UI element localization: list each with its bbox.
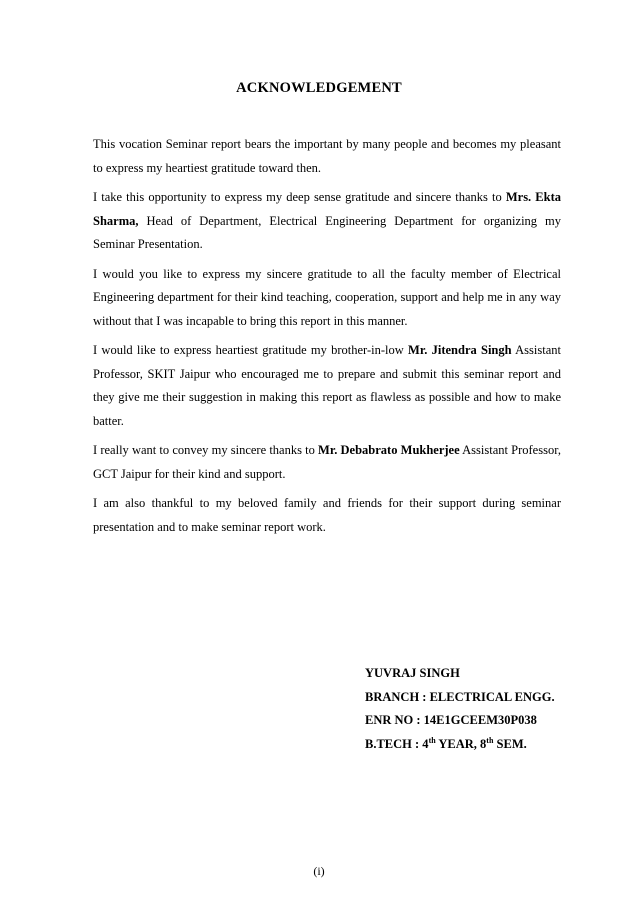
paragraph-4-text-after: Assistant Professor, SKIT Jaipur who encouraged me to prepare and submit this seminar report and they give me their suggestion in making this report as flawless as possible and how to make batter. xyxy=(93,343,561,428)
year-label: YEAR, 8 xyxy=(435,736,487,751)
semester-ordinal-suffix: th xyxy=(486,735,494,745)
person-name-ekta-sharma: Mrs. Ekta Sharma, xyxy=(93,190,561,228)
year-ordinal-suffix: th xyxy=(428,735,436,745)
paragraph-5 xyxy=(93,439,561,486)
person-name-debabrato-mukherjee: Mr. Debabrato Mukherjee xyxy=(318,443,460,457)
paragraph-2-text-before: I take this opportunity to express my deep sense gratitude and sincere thanks to xyxy=(93,190,506,204)
page-title: ACKNOWLEDGEMENT xyxy=(236,80,402,96)
paragraph-3: I would you like to express my sincere gratitude to all the faculty member of Electrical Engineering department for their kind teaching, cooperation, support and help me in any way without that I was incapable to bring this report in this manner. xyxy=(93,266,561,328)
signature-block xyxy=(365,662,605,756)
signature-branch: BRANCH : ELECTRICAL ENGG. xyxy=(365,689,555,704)
paragraph-4-text-before: I would like to express heartiest gratitude my brother-in-low xyxy=(93,343,409,357)
signature-course-year xyxy=(365,733,605,757)
semester-label: SEM. xyxy=(493,736,527,751)
course-year-prefix: B.TECH : 4 xyxy=(365,736,429,751)
acknowledgement-body xyxy=(93,133,561,545)
paragraph-1: This vocation Seminar report bears the important by many people and becomes my pleasant to express my heartiest gratitude toward then. xyxy=(93,137,561,175)
paragraph-2 xyxy=(93,186,561,257)
paragraph-5-text-after: Assistant Professor, GCT Jaipur for their kind and support. xyxy=(93,443,561,481)
paragraph-6: I am also thankful to my beloved family and friends for their support during seminar presentation and to make seminar report work. xyxy=(93,496,561,534)
paragraph-5-text-before: I really want to convey my sincere thanks to xyxy=(93,443,319,457)
paragraph-2-text-after: Head of Department, Electrical Engineering Department for organizing my Seminar Presentation. xyxy=(93,213,561,251)
signature-name: YUVRAJ SINGH xyxy=(365,666,460,680)
page-number: (i) xyxy=(313,864,325,878)
signature-enrollment: ENR NO : 14E1GCEEM30P038 xyxy=(365,713,537,727)
paragraph-4 xyxy=(93,339,561,433)
person-name-jitendra-singh: Mr. Jitendra Singh xyxy=(408,343,512,357)
